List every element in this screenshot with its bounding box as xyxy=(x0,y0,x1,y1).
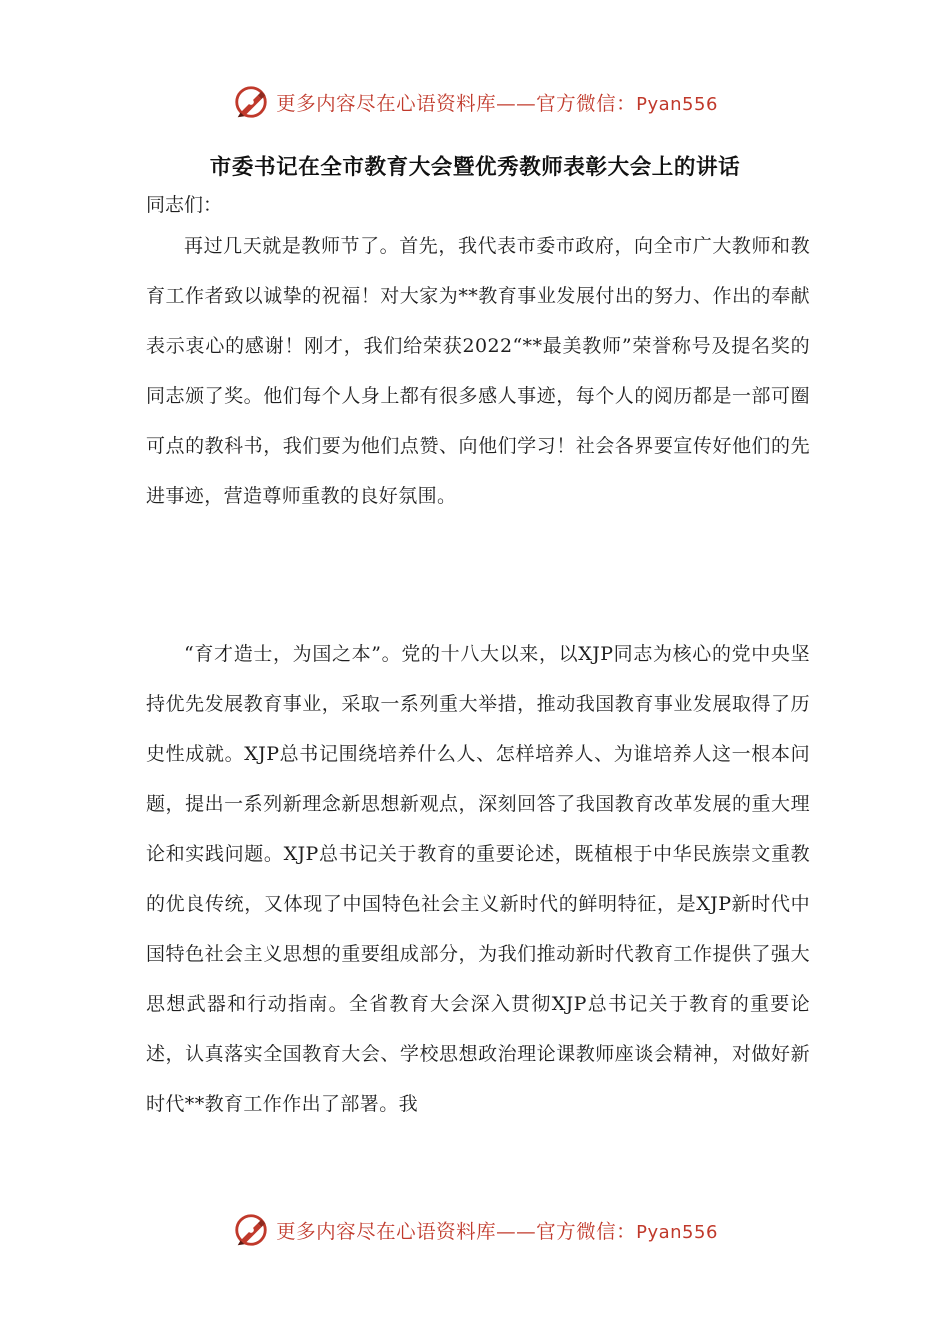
paragraph-1: 再过几天就是教师节了。首先，我代表市委市政府，向全市广大教师和教育工作者致以诚挚的祝福！对大家为**教育事业发展付出的努力、作出的奉献表示衷心的感谢！刚才，我们给荣获2022“**最美教师”荣誉称号及提名奖的同志颁了奖。他们每个人身上都有很多感人事迹，每个人的阅历都是一部可圈可点的教科书，我们要为他们点赞、向他们学习！社会各界要宣传好他们的先进事迹，营造尊师重教的良好氛围。 xyxy=(146,235,810,507)
paragraph-2: “育才造士，为国之本”。党的十八大以来，以XJP同志为核心的党中央坚持优先发展教育事业，采取一系列重大举措，推动我国教育事业发展取得了历史性成就。XJP总书记围绕培养什么人、怎样培养人、为谁培养人这一根本问题，提出一系列新理念新思想新观点，深刻回答了我国教育改革发展的重大理论和实践问题。XJP总书记关于教育的重要论述，既植根于中华民族崇文重教的优良传统，又体现了中国特色社会主义新时代的鲜明特征，是XJP新时代中国特色社会主义思想的重要组成部分，为我们推动新时代教育工作提供了强大思想武器和行动指南。全省教育大会深入贯彻XJP总书记关于教育的重要论述，认真落实全国教育大会、学校思想政治理论课教师座谈会精神，对做好新时代**教育工作作出了部署。我 xyxy=(146,643,810,1115)
header-banner xyxy=(0,80,950,124)
footer-site-text: 更多内容尽在心语资料库——官方微信： xyxy=(276,1220,637,1243)
footer-wechat-id: Pyan556 xyxy=(636,1222,718,1243)
header-wechat-id: Pyan556 xyxy=(636,94,718,115)
header-banner-text xyxy=(276,88,718,116)
footer-banner-text xyxy=(276,1216,718,1244)
header-site-text: 更多内容尽在心语资料库——官方微信： xyxy=(276,92,637,115)
page-title: 市委书记在全市教育大会暨优秀教师表彰大会上的讲话 xyxy=(209,155,741,180)
pen-logo-icon xyxy=(232,83,270,121)
footer-banner xyxy=(0,1208,950,1252)
pen-logo-icon xyxy=(232,1211,270,1249)
salutation: 同志们： xyxy=(146,194,223,216)
